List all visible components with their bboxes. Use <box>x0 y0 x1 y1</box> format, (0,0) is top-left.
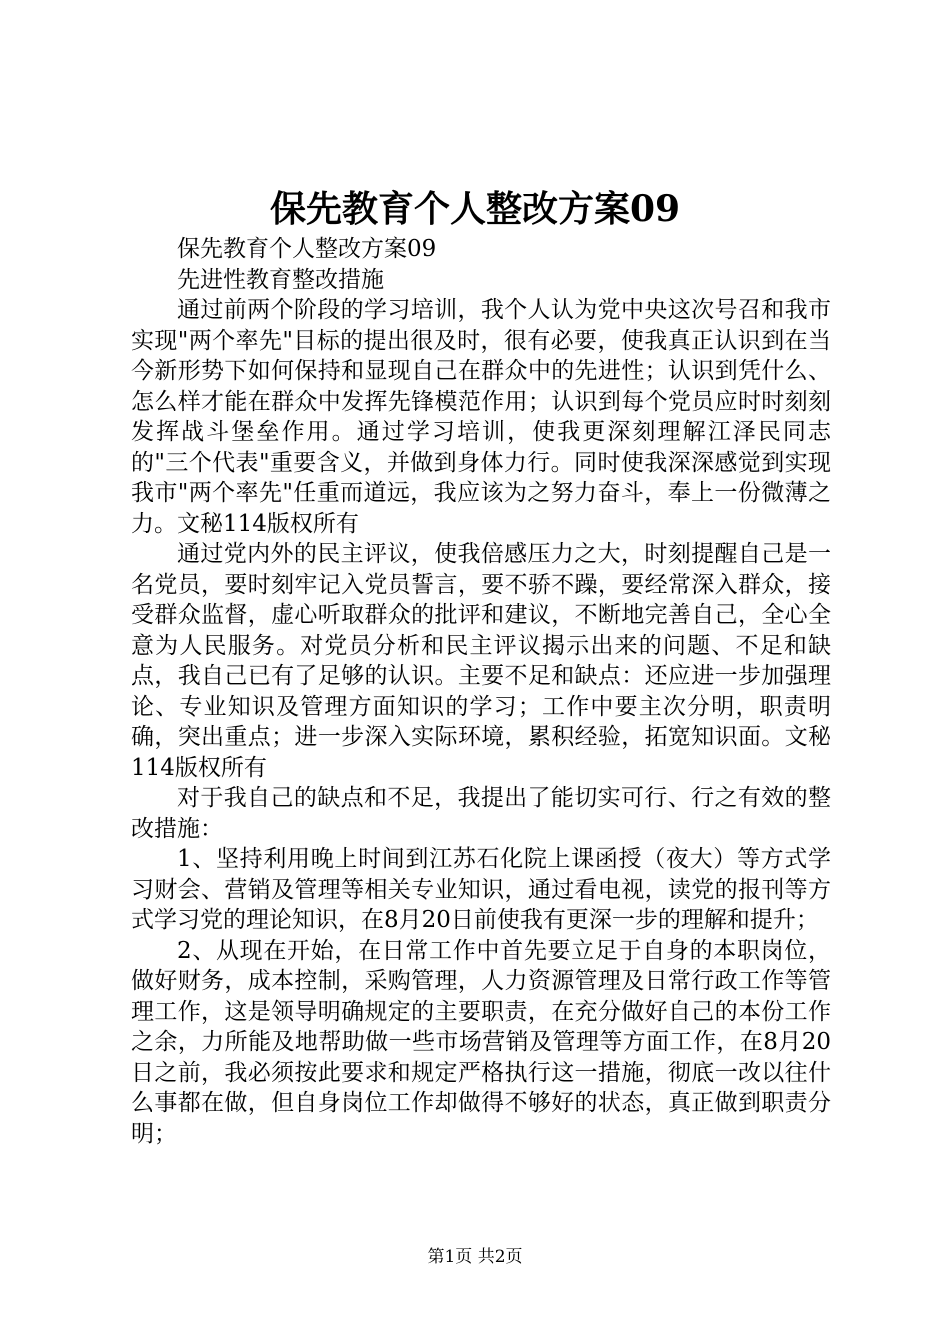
paragraph-heading: 先进性教育整改措施 <box>177 266 384 293</box>
page-number-footer: 第1页 共2页 <box>427 1247 523 1267</box>
list-item-measure: 1、坚持利用晚上时间到江苏石化院上课函授（夜大）等方式学习财会、营销及管理等相关专业知识，通过看电视，读党的报刊等方式学习党的理论知识，在8月20日前使我有更深一步的理解和提升； <box>131 846 831 933</box>
document-title: 保先教育个人整改方案09 <box>269 188 681 230</box>
paragraph-body: 通过党内外的民主评议，使我倍感压力之大，时刻提醒自己是一名党员，要时刻牢记入党员誓言，要不骄不躁，要经常深入群众，接受群众监督，虚心听取群众的批评和建议，不断地完善自己，全心全意为人民服务。对党员分析和民主评议揭示出来的问题、不足和缺点，我自己已有了足够的认识。主要不足和缺点：还应进一步加强理论、专业知识及管理方面知识的学习；工作中要主次分明，职责明确，突出重点；进一步深入实际环境，累积经验，拓宽知识面。文秘114版权所有 <box>131 541 831 781</box>
paragraph-subtitle: 保先教育个人整改方案09 <box>177 236 437 262</box>
document-body <box>131 234 831 1149</box>
paragraph-body: 通过前两个阶段的学习培训，我个人认为党中央这次号召和我市实现"两个率先"目标的提出很及时，很有必要，使我真正认识到在当今新形势下如何保持和显现自己在群众中的先进性；认识到凭什么、怎么样才能在群众中发挥先锋模范作用；认识到每个党员应时时刻刻发挥战斗堡垒作用。通过学习培训，使我更深刻理解江泽民同志的"三个代表"重要含义，并做到身体力行。同时使我深深感觉到实现我市"两个率先"任重而道远，我应该为之努力奋斗，奉上一份微薄之力。文秘114版权所有 <box>131 297 831 537</box>
paragraph-body: 对于我自己的缺点和不足，我提出了能切实可行、行之有效的整改措施： <box>131 785 831 842</box>
list-item-measure: 2、从现在开始，在日常工作中首先要立足于自身的本职岗位，做好财务，成本控制，采购管理，人力资源管理及日常行政工作等管理工作，这是领导明确规定的主要职责，在充分做好自己的本份工作之余，力所能及地帮助做一些市场营销及管理等方面工作，在8月20日之前，我必须按此要求和规定严格执行这一措施，彻底一改以往什么事都在做，但自身岗位工作却做得不够好的状态，真正做到职责分明； <box>131 937 831 1147</box>
